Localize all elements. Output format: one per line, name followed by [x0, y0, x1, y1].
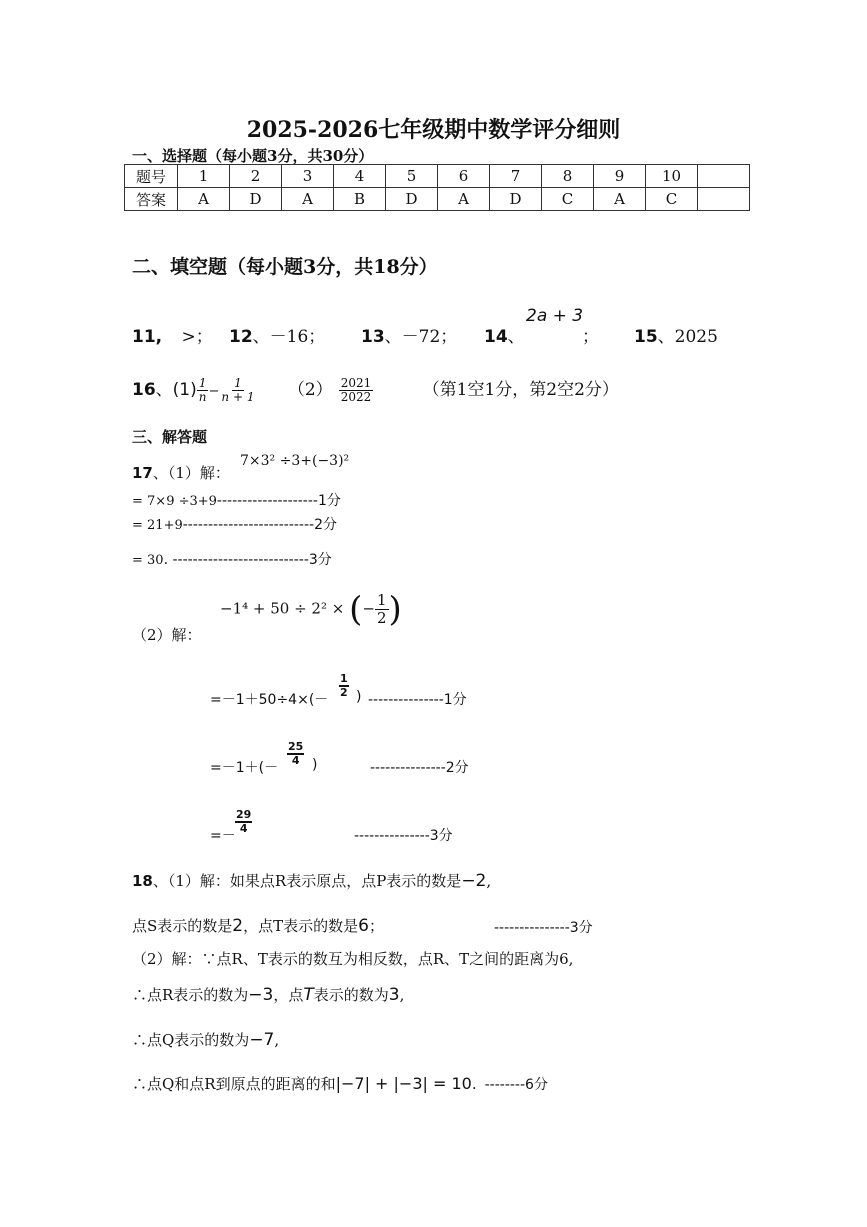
table-cell: 1: [178, 165, 230, 188]
text: ，点: [273, 986, 304, 1004]
q13-answer: 、－72；: [384, 327, 458, 347]
q15-answer: 、2025: [657, 327, 718, 347]
table-cell: 答案: [125, 188, 178, 211]
minus-sign: −: [208, 384, 220, 399]
table-cell: 7: [490, 165, 542, 188]
fraction-numerator: 1: [234, 376, 242, 390]
table-cell: C: [542, 188, 594, 211]
fraction: [375, 592, 389, 627]
table-cell: A: [594, 188, 646, 211]
q17-part2-label: （2）解：: [132, 626, 202, 644]
fraction-denominator: 2: [340, 686, 348, 699]
fraction-numerator: 1: [376, 591, 387, 609]
punct: ；: [368, 917, 384, 935]
table-cell: D: [230, 188, 282, 211]
table-cell: B: [334, 188, 386, 211]
value: T: [303, 985, 314, 1005]
section2-heading: 二、填空题（每小题3分，共18分）: [132, 256, 438, 278]
fraction-numerator: 1: [198, 376, 207, 390]
text: ，点T表示的数是: [243, 917, 359, 935]
q18-part1-score: ---------------3分: [494, 920, 593, 936]
step-score: --------------------------2分: [182, 517, 337, 533]
q17-line3: =－: [210, 828, 236, 844]
q16: [132, 375, 619, 404]
text: 点S表示的数是: [132, 917, 233, 935]
q18-line6: [132, 1073, 548, 1094]
q17-line1-score: ---------------1分: [368, 692, 467, 708]
q17-expression: 7×3² ÷3+(−3)²: [240, 453, 350, 469]
punct: ,: [399, 986, 405, 1004]
fraction: [197, 377, 209, 404]
fraction-denominator: n + 1: [221, 390, 255, 404]
q16-scoring-note: （第1空1分，第2空2分）: [422, 380, 619, 400]
close-paren: ): [356, 689, 362, 705]
value: 2: [232, 916, 244, 936]
value: −2: [461, 871, 487, 891]
table-cell: D: [386, 188, 438, 211]
q17-part1-label: 、（1）解：: [152, 464, 230, 482]
fraction-denominator: 2022: [340, 390, 372, 404]
q14-number: 14: [484, 327, 508, 347]
q11: [132, 322, 213, 347]
table-cell: 题号: [125, 165, 178, 188]
q18-line4: [132, 984, 404, 1005]
paren-left: (: [349, 589, 363, 630]
table-cell: A: [438, 188, 490, 211]
fraction: [339, 377, 374, 404]
fraction-numerator: 2021: [340, 376, 372, 390]
q18-line2: [132, 915, 384, 936]
table-row: [125, 188, 750, 211]
q17-line3-score: ---------------3分: [354, 828, 453, 844]
q17-expression2: [220, 589, 402, 630]
q18-number: 18: [132, 872, 153, 890]
step-score: . ---------------------------3分: [163, 552, 332, 568]
q18-part2: （2）解：∵点R、T表示的数互为相反数，点R、T之间的距离为6,: [132, 950, 574, 968]
q12: [229, 322, 325, 347]
value: −3: [248, 985, 274, 1005]
step-expression: = 30: [132, 553, 164, 568]
q18-part1: [132, 870, 491, 891]
table-cell: C: [646, 188, 698, 211]
table-row: [125, 165, 750, 188]
q17-number: 17: [132, 464, 153, 482]
close-paren: ): [312, 757, 318, 773]
section1-heading: 一、选择题（每小题3分，共30分）: [132, 147, 374, 165]
table-cell: D: [490, 188, 542, 211]
fraction-denominator: 2: [376, 609, 387, 627]
table-cell: A: [178, 188, 230, 211]
q12-number: 12: [229, 327, 253, 347]
table-cell: 10: [646, 165, 698, 188]
q16-part2-label: （2）: [287, 380, 333, 400]
fraction: [235, 803, 252, 835]
value: 3: [388, 985, 400, 1005]
paren-right: ): [388, 589, 402, 630]
table-cell: 2: [230, 165, 282, 188]
q13: [361, 322, 457, 347]
answer-table: [124, 164, 750, 211]
table-cell: 6: [438, 165, 490, 188]
q17-step1: [132, 490, 341, 510]
value: 6: [358, 916, 369, 936]
punct: ,: [486, 872, 492, 890]
table-cell: 5: [386, 165, 438, 188]
q15: [634, 322, 718, 347]
fraction-denominator: 4: [291, 754, 300, 767]
table-cell: 3: [282, 165, 334, 188]
text: 表示的数为: [313, 986, 389, 1004]
q16-number: 16: [132, 380, 156, 400]
text: ∴点R表示的数为: [132, 986, 249, 1004]
text: ∴点Q表示的数为: [132, 1031, 250, 1049]
q11-answer: >；: [181, 327, 213, 347]
fraction: [219, 377, 256, 404]
step-score: --------------------1分: [216, 493, 341, 509]
fraction-numerator: 25: [288, 740, 304, 753]
value: |−7| + |−3| = 10: [335, 1074, 472, 1093]
q11-number: 11,: [132, 327, 163, 347]
table-cell: [698, 188, 750, 211]
q17-step3: [132, 549, 332, 569]
q14-end: ；: [582, 327, 599, 347]
text: ∴点Q和点R到原点的距离的和: [132, 1075, 336, 1093]
q17-line1: =－1＋50÷4×(－: [210, 692, 329, 708]
q18-part1-text: 、（1）解：如果点R表示原点，点P表示的数是: [152, 872, 462, 890]
q13-number: 13: [361, 327, 385, 347]
q14-expression: 2a + 3: [526, 306, 584, 326]
q16-part1-label: 、(1): [155, 380, 197, 400]
page-title: 2025-2026七年级期中数学评分细则: [246, 117, 621, 143]
punct: ,: [274, 1031, 280, 1049]
q12-answer: 、－16；: [252, 327, 326, 347]
fraction-denominator: n: [198, 390, 207, 404]
expression-text: −1⁴ + 50 ÷ 2² ×: [220, 599, 345, 618]
step-expression: = 21+9: [132, 518, 183, 533]
table-cell: [698, 165, 750, 188]
q17-step2: [132, 514, 337, 534]
step-expression: = 7×9 ÷3+9: [132, 494, 217, 509]
q17-part1: [132, 462, 230, 483]
minus-sign: −: [362, 599, 375, 618]
q17-line2-score: ---------------2分: [370, 760, 469, 776]
value: −7: [249, 1030, 275, 1050]
fraction-numerator: 1: [340, 672, 348, 685]
q17-line2: =－1＋(－: [210, 760, 279, 776]
q18-line5: [132, 1029, 279, 1050]
fraction-numerator: 29: [236, 808, 252, 821]
punct: .: [471, 1075, 477, 1093]
table-cell: 8: [542, 165, 594, 188]
q18-part2-score: --------6分: [484, 1077, 548, 1093]
fraction: [339, 667, 349, 699]
table-cell: 9: [594, 165, 646, 188]
q15-number: 15: [634, 327, 658, 347]
fraction-denominator: 4: [239, 822, 248, 835]
section3-heading: 三、解答题: [132, 428, 208, 446]
q14-sep: 、: [507, 327, 525, 347]
fraction: [287, 735, 304, 767]
q14: [484, 322, 525, 347]
table-cell: 4: [334, 165, 386, 188]
table-cell: A: [282, 188, 334, 211]
